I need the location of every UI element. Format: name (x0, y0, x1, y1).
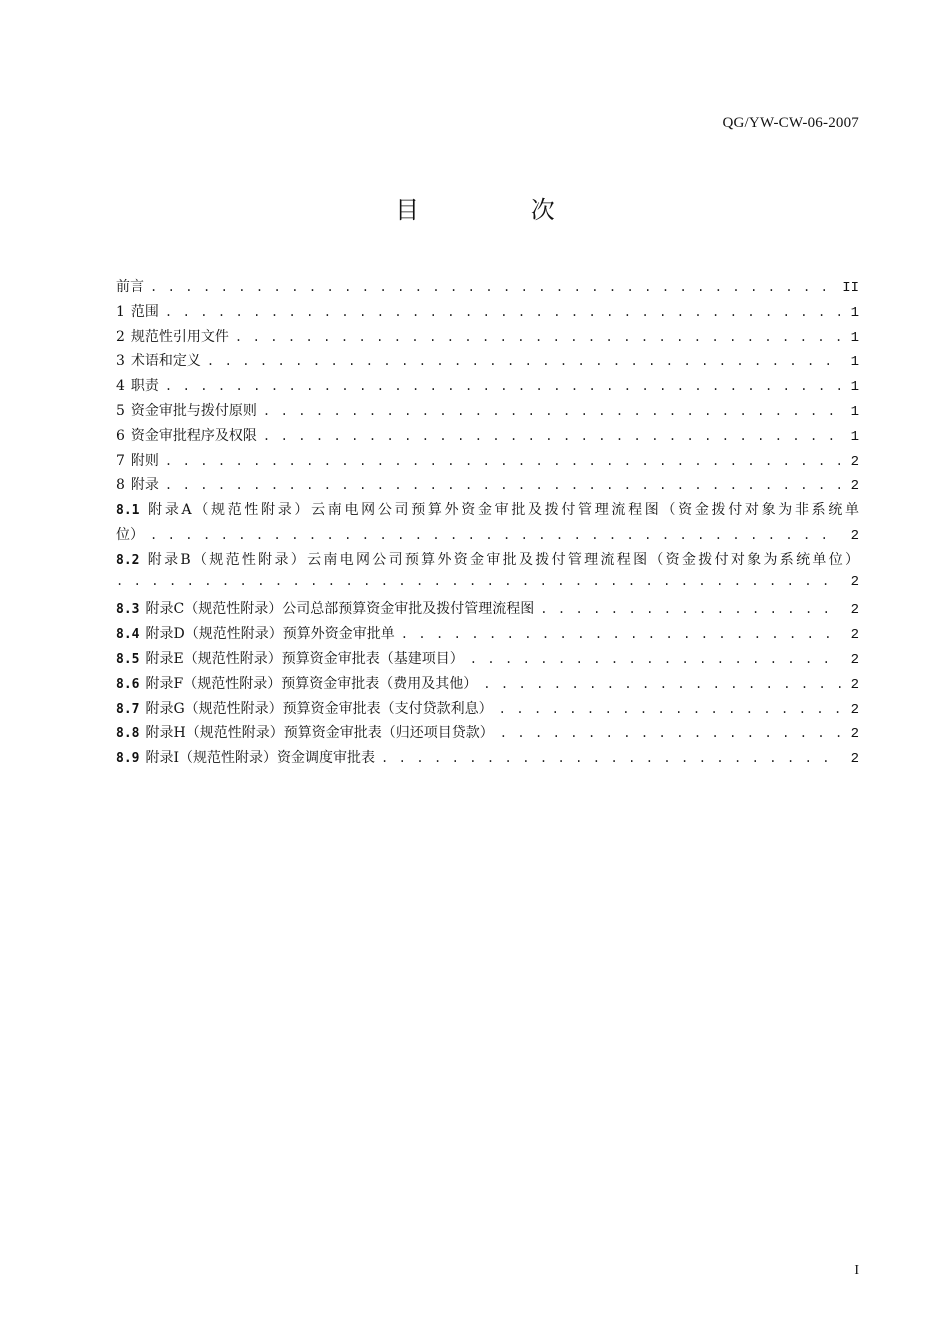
toc-entry-label (116, 698, 493, 718)
toc-page-number: 2 (850, 453, 859, 470)
toc-page-number: 2 (850, 573, 859, 590)
toc-entry-label (116, 375, 159, 395)
toc-entry-label (116, 598, 534, 618)
toc-entry-7[interactable] (116, 450, 859, 475)
toc-leader-dots (116, 574, 841, 588)
toc-entry-label: 前言 (116, 279, 144, 295)
toc-leader-dots (150, 280, 836, 294)
toc-entry-number: 8.7 (116, 701, 140, 717)
toc-entry-text: 附录E（规范性附录）预算资金审批表（基建项目） (145, 650, 464, 667)
toc-entry-8-2-line2[interactable] (116, 574, 859, 599)
toc-entry-number: 6 (116, 427, 125, 444)
toc-entry-8-3[interactable] (116, 598, 859, 623)
toc-page-number: 1 (850, 329, 859, 346)
toc-entry-8-4[interactable] (116, 623, 859, 648)
toc-entry-label (116, 623, 395, 643)
toc-leader-dots (500, 726, 841, 740)
toc-entry-label (116, 722, 494, 742)
toc-entry-number: 8.6 (116, 676, 140, 692)
toc-entry-number: 8.1 (116, 503, 140, 519)
toc-leader-dots (470, 652, 841, 666)
toc-entry-text: 范围 (130, 303, 159, 320)
page-number: I (854, 1263, 859, 1278)
toc-entry-text: 附则 (130, 452, 159, 469)
toc-entry-text: 附录F（规范性附录）预算资金审批表（费用及其他） (145, 675, 478, 692)
table-of-contents (116, 276, 859, 772)
toc-entry-number: 5 (116, 402, 125, 419)
toc-entry-number: 7 (116, 452, 125, 469)
toc-entry-text: 资金审批程序及权限 (130, 427, 257, 444)
toc-leader-dots (499, 702, 841, 716)
toc-entry-text: 附录B（规范性附录）云南电网公司预算外资金审批及拨付管理流程图（资金拨付对象为系统单位） (145, 551, 859, 568)
toc-entry-number: 8.3 (116, 602, 140, 618)
toc-entry-3[interactable] (116, 350, 859, 375)
toc-entry-number: 2 (116, 328, 125, 345)
toc-entry-8-1-line2[interactable] (116, 524, 859, 549)
toc-page-number: 2 (850, 726, 859, 743)
toc-entry-label (116, 648, 464, 668)
toc-entry-label (116, 474, 159, 494)
toc-entry-8-6[interactable] (116, 673, 859, 698)
toc-leader-dots (207, 354, 841, 368)
page-title: 目 次 (395, 196, 607, 224)
toc-entry-number: 8.8 (116, 726, 140, 742)
toc-entry-label (116, 673, 477, 693)
toc-entry-label (116, 400, 257, 420)
toc-entry-8-1-line1[interactable] (116, 499, 859, 524)
toc-entry-text: 附录D（规范性附录）预算外资金审批单 (145, 626, 395, 643)
toc-leader-dots (165, 454, 841, 468)
toc-page-number: 1 (850, 304, 859, 321)
toc-entry-text: 职责 (130, 378, 159, 395)
toc-page-number: 2 (850, 651, 859, 668)
toc-page-number: 1 (850, 428, 859, 445)
toc-page-number: II (842, 280, 859, 296)
toc-page-number: 1 (850, 354, 859, 371)
toc-entry-1[interactable] (116, 301, 859, 326)
toc-page-number: 2 (850, 602, 859, 619)
document-code: QG/YW-CW-06-2007 (722, 115, 859, 131)
toc-entry-label (116, 499, 859, 519)
toc-page-number: 2 (850, 527, 859, 544)
toc-entry-text: 附录C（规范性附录）公司总部预算资金审批及拨付管理流程图 (145, 601, 535, 618)
toc-entry-number: 8.2 (116, 552, 140, 568)
toc-entry-number: 8.4 (116, 627, 140, 643)
toc-entry-8-2-line1[interactable] (116, 549, 859, 574)
toc-entry-label (116, 326, 229, 346)
toc-page-number: 1 (850, 379, 859, 396)
toc-leader-dots (165, 379, 841, 393)
toc-leader-dots (263, 404, 841, 418)
toc-entry-text: 附录G（规范性附录）预算资金审批表（支付贷款利息） (145, 700, 493, 717)
toc-entry-number: 4 (116, 378, 125, 395)
toc-page-number: 2 (850, 701, 859, 718)
toc-entry-label (116, 747, 375, 767)
toc-page-number: 2 (850, 627, 859, 644)
toc-page-number: 2 (850, 676, 859, 693)
toc-leader-dots (540, 602, 841, 616)
toc-entry-8-9[interactable] (116, 747, 859, 772)
toc-leader-dots (165, 478, 841, 492)
toc-leader-dots (381, 751, 841, 765)
toc-entry-text: 规范性引用文件 (130, 328, 229, 345)
toc-entry-8-5[interactable] (116, 648, 859, 673)
toc-leader-dots (401, 627, 841, 641)
toc-entry-text: 附录H（规范性附录）预算资金审批表（归还项目贷款） (145, 725, 494, 742)
toc-leader-dots (483, 677, 841, 691)
toc-entry-text: 术语和定义 (130, 353, 201, 370)
toc-page-number: 2 (850, 478, 859, 495)
toc-entry-number: 1 (116, 303, 125, 320)
toc-entry-2[interactable] (116, 326, 859, 351)
toc-entry-number: 8 (116, 477, 125, 494)
toc-entry-text: 资金审批与拨付原则 (130, 402, 257, 419)
toc-entry-label (116, 450, 159, 470)
toc-entry-text: 附录I（规范性附录）资金调度审批表 (145, 750, 376, 767)
toc-entry-label (116, 350, 201, 370)
toc-entry-label (116, 549, 859, 569)
toc-leader-dots (165, 305, 841, 319)
toc-entry-8-8[interactable] (116, 722, 859, 747)
toc-entry-number: 8.5 (116, 651, 140, 667)
toc-entry-8-7[interactable] (116, 698, 859, 723)
toc-entry-8[interactable] (116, 474, 859, 499)
toc-entry-number: 3 (116, 353, 125, 370)
toc-entry-text: 附录A（规范性附录）云南电网公司预算外资金审批及拨付管理流程图（资金拨付对象为非系统单 (145, 502, 859, 519)
toc-entry-label (116, 425, 257, 445)
toc-leader-dots (263, 429, 841, 443)
toc-page-number: 1 (850, 403, 859, 420)
toc-entry-5[interactable] (116, 400, 859, 425)
toc-entry-text: 附录 (130, 477, 159, 494)
toc-entry-number: 8.9 (116, 751, 140, 767)
toc-entry-preface[interactable] (116, 276, 859, 301)
toc-leader-dots (235, 330, 841, 344)
toc-leader-dots (150, 528, 841, 542)
toc-entry-4[interactable] (116, 375, 859, 400)
toc-entry-label (116, 301, 159, 321)
toc-page-number: 2 (850, 751, 859, 768)
toc-entry-6[interactable] (116, 425, 859, 450)
toc-entry-text-continued: 位） (116, 526, 144, 543)
